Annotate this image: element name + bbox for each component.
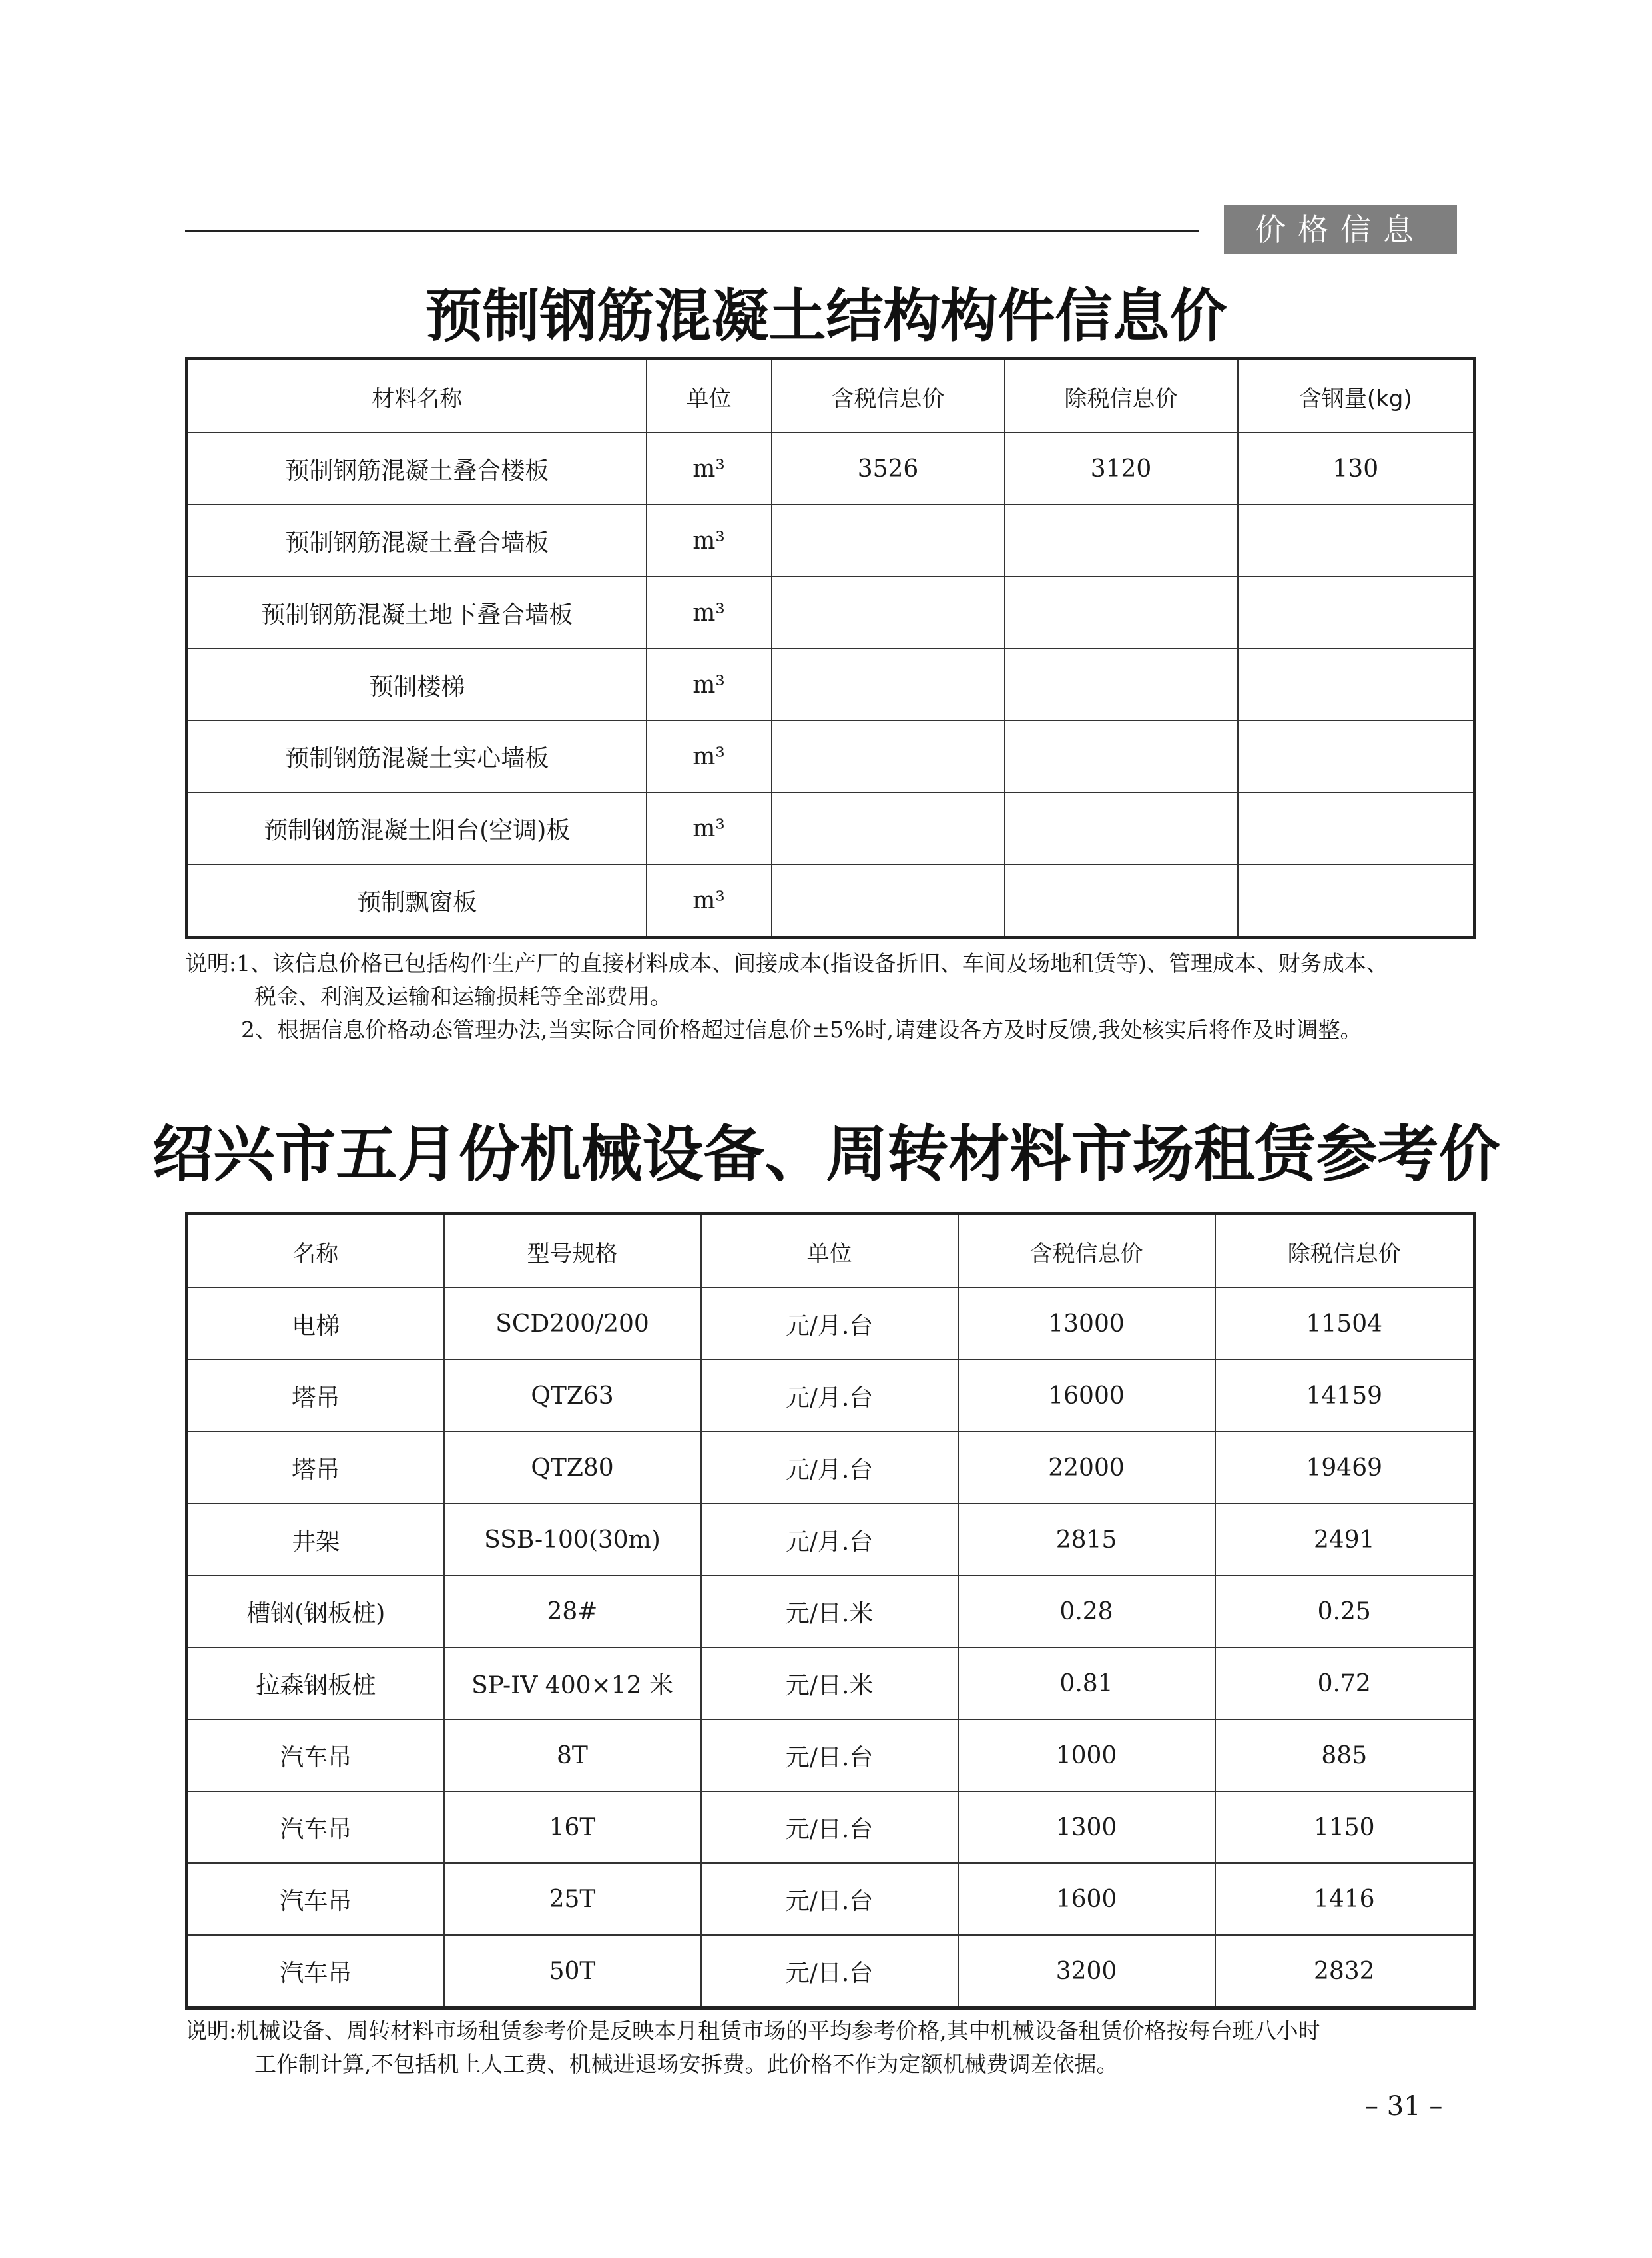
- cell-unit: 元/日.台: [701, 1791, 958, 1863]
- cell-tax-excl: [1005, 792, 1238, 864]
- table-header-row: [187, 1214, 1475, 1288]
- table-row: [187, 792, 1475, 864]
- cell-tax-excl: [1005, 505, 1238, 577]
- table-row: [187, 1647, 1475, 1719]
- table-row: [187, 577, 1475, 649]
- table-row: [187, 1360, 1475, 1432]
- col-header-name: 名称: [187, 1214, 444, 1288]
- cell-tax-excl: 2832: [1215, 1935, 1475, 2008]
- cell-tax-excl: [1005, 649, 1238, 720]
- table-row: [187, 864, 1475, 938]
- table-row: [187, 1719, 1475, 1791]
- note-line: 工作制计算,不包括机上人工费、机械进退场安拆费。此价格不作为定额机械费调差依据。: [254, 2051, 1119, 2077]
- cell-unit: m³: [647, 577, 772, 649]
- cell-name: 预制钢筋混凝土叠合楼板: [187, 433, 647, 505]
- cell-tax-incl: 22000: [958, 1432, 1215, 1504]
- cell-name: 预制钢筋混凝土实心墙板: [187, 720, 647, 792]
- cell-tax-incl: [772, 505, 1005, 577]
- cell-name: 汽车吊: [187, 1863, 444, 1935]
- cell-name: 电梯: [187, 1288, 444, 1360]
- cell-name: 汽车吊: [187, 1935, 444, 2008]
- table1-title: 预制钢筋混凝土结构构件信息价: [425, 282, 1227, 350]
- cell-steel: [1238, 792, 1475, 864]
- col-header-model: 型号规格: [444, 1214, 701, 1288]
- header-rule: [185, 230, 1199, 232]
- cell-tax-incl: [772, 577, 1005, 649]
- cell-tax-excl: 0.25: [1215, 1575, 1475, 1647]
- table-row: [187, 720, 1475, 792]
- cell-tax-incl: [772, 792, 1005, 864]
- cell-model: 25T: [444, 1863, 701, 1935]
- cell-unit: m³: [647, 864, 772, 938]
- cell-tax-incl: 3200: [958, 1935, 1215, 2008]
- cell-unit: m³: [647, 720, 772, 792]
- cell-name: 预制飘窗板: [187, 864, 647, 938]
- note-line: 税金、利润及运输和运输损耗等全部费用。: [254, 984, 672, 1009]
- cell-unit: 元/日.台: [701, 1719, 958, 1791]
- cell-unit: m³: [647, 649, 772, 720]
- col-header-tax-incl: 含税信息价: [958, 1214, 1215, 1288]
- rental-price-table: [185, 1212, 1476, 2010]
- col-header-unit: 单位: [701, 1214, 958, 1288]
- cell-tax-excl: 2491: [1215, 1504, 1475, 1575]
- table-header-row: [187, 359, 1475, 433]
- cell-steel: [1238, 649, 1475, 720]
- cell-tax-incl: 16000: [958, 1360, 1215, 1432]
- cell-model: 8T: [444, 1719, 701, 1791]
- cell-name: 预制钢筋混凝土叠合墙板: [187, 505, 647, 577]
- cell-steel: [1238, 577, 1475, 649]
- cell-tax-excl: 19469: [1215, 1432, 1475, 1504]
- cell-tax-incl: 2815: [958, 1504, 1215, 1575]
- cell-tax-excl: [1005, 720, 1238, 792]
- cell-steel: [1238, 505, 1475, 577]
- cell-tax-incl: 1600: [958, 1863, 1215, 1935]
- cell-unit: m³: [647, 792, 772, 864]
- cell-tax-excl: [1005, 577, 1238, 649]
- col-header-unit: 单位: [647, 359, 772, 433]
- cell-unit: 元/日.台: [701, 1863, 958, 1935]
- note-line: 说明:机械设备、周转材料市场租赁参考价是反映本月租赁市场的平均参考价格,其中机械设备租赁价格按每台班八小时: [185, 2018, 1320, 2044]
- cell-tax-incl: 1300: [958, 1791, 1215, 1863]
- cell-tax-excl: 0.72: [1215, 1647, 1475, 1719]
- page-number: – 31 –: [1365, 2091, 1443, 2121]
- cell-tax-excl: 11504: [1215, 1288, 1475, 1360]
- table-row: [187, 1863, 1475, 1935]
- cell-name: 拉森钢板桩: [187, 1647, 444, 1719]
- cell-unit: 元/月.台: [701, 1360, 958, 1432]
- cell-tax-incl: 13000: [958, 1288, 1215, 1360]
- table2-notes: [185, 2014, 1490, 2081]
- cell-tax-excl: 1416: [1215, 1863, 1475, 1935]
- cell-name: 塔吊: [187, 1432, 444, 1504]
- cell-name: 塔吊: [187, 1360, 444, 1432]
- cell-model: 28#: [444, 1575, 701, 1647]
- note-line: 说明:1、该信息价格已包括构件生产厂的直接材料成本、间接成本(指设备折旧、车间及场地租赁等)、管理成本、财务成本、: [185, 950, 1388, 976]
- table1-notes: [185, 947, 1490, 1047]
- cell-steel: 130: [1238, 433, 1475, 505]
- cell-unit: 元/月.台: [701, 1504, 958, 1575]
- table-row: [187, 1432, 1475, 1504]
- cell-name: 井架: [187, 1504, 444, 1575]
- cell-tax-incl: [772, 864, 1005, 938]
- cell-steel: [1238, 864, 1475, 938]
- cell-name: 槽钢(钢板桩): [187, 1575, 444, 1647]
- cell-model: SSB-100(30m): [444, 1504, 701, 1575]
- cell-unit: 元/月.台: [701, 1288, 958, 1360]
- table-row: [187, 649, 1475, 720]
- cell-tax-excl: 1150: [1215, 1791, 1475, 1863]
- cell-steel: [1238, 720, 1475, 792]
- cell-unit: 元/月.台: [701, 1432, 958, 1504]
- table2-title: 绍兴市五月份机械设备、周转材料市场租赁参考价: [152, 1118, 1500, 1190]
- cell-model: QTZ80: [444, 1432, 701, 1504]
- note-line: 2、根据信息价格动态管理办法,当实际合同价格超过信息价±5%时,请建设各方及时反馈,我处核实后将作及时调整。: [241, 1017, 1362, 1043]
- col-header-tax-excl: 除税信息价: [1215, 1214, 1475, 1288]
- cell-tax-incl: [772, 720, 1005, 792]
- cell-model: QTZ63: [444, 1360, 701, 1432]
- table-row: [187, 1935, 1475, 2008]
- cell-tax-incl: 3526: [772, 433, 1005, 505]
- col-header-tax-excl: 除税信息价: [1005, 359, 1238, 433]
- table-row: [187, 1504, 1475, 1575]
- cell-unit: 元/日.米: [701, 1575, 958, 1647]
- cell-name: 预制钢筋混凝土阳台(空调)板: [187, 792, 647, 864]
- cell-tax-incl: 0.81: [958, 1647, 1215, 1719]
- cell-unit: m³: [647, 505, 772, 577]
- precast-components-table: [185, 357, 1476, 939]
- col-header-material: 材料名称: [187, 359, 647, 433]
- table-row: [187, 433, 1475, 505]
- col-header-tax-incl: 含税信息价: [772, 359, 1005, 433]
- cell-model: SCD200/200: [444, 1288, 701, 1360]
- cell-model: 16T: [444, 1791, 701, 1863]
- cell-name: 预制钢筋混凝土地下叠合墙板: [187, 577, 647, 649]
- cell-name: 汽车吊: [187, 1791, 444, 1863]
- table-row: [187, 505, 1475, 577]
- cell-unit: m³: [647, 433, 772, 505]
- cell-tax-excl: 3120: [1005, 433, 1238, 505]
- cell-unit: 元/日.台: [701, 1935, 958, 2008]
- cell-unit: 元/日.米: [701, 1647, 958, 1719]
- cell-tax-excl: 885: [1215, 1719, 1475, 1791]
- table-row: [187, 1288, 1475, 1360]
- cell-tax-incl: 1000: [958, 1719, 1215, 1791]
- table-row: [187, 1791, 1475, 1863]
- cell-tax-incl: [772, 649, 1005, 720]
- cell-tax-incl: 0.28: [958, 1575, 1215, 1647]
- cell-name: 预制楼梯: [187, 649, 647, 720]
- cell-tax-excl: 14159: [1215, 1360, 1475, 1432]
- cell-name: 汽车吊: [187, 1719, 444, 1791]
- cell-model: 50T: [444, 1935, 701, 2008]
- section-tag: 价格信息: [1224, 205, 1457, 254]
- cell-tax-excl: [1005, 864, 1238, 938]
- cell-model: SP-IV 400×12 米: [444, 1647, 701, 1719]
- col-header-steel: 含钢量(kg): [1238, 359, 1475, 433]
- table-row: [187, 1575, 1475, 1647]
